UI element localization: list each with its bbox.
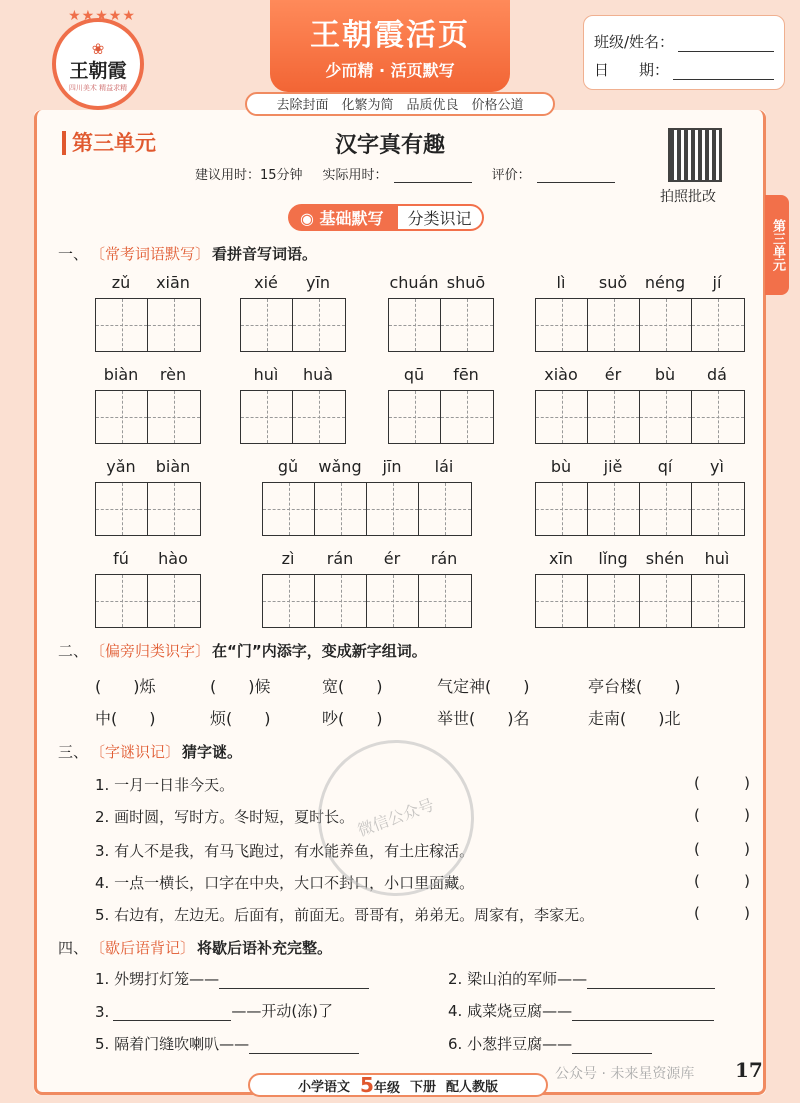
- side-unit-tab: 第三单元: [765, 195, 789, 295]
- pinyin-label: biàn: [155, 457, 191, 476]
- tianzige-boxes: [240, 390, 346, 444]
- answer-blank[interactable]: [249, 1037, 359, 1054]
- writing-box[interactable]: [640, 391, 692, 443]
- brand-banner: [270, 0, 510, 92]
- section-2-heading: [58, 640, 427, 661]
- writing-box[interactable]: [588, 391, 640, 443]
- xiehouyu-item: 2. 梁山泊的军师——: [448, 968, 715, 989]
- pinyin-label: xiào: [544, 365, 578, 384]
- pinyin-label: biàn: [103, 365, 139, 384]
- pinyin-label: shén: [645, 549, 685, 568]
- writing-box[interactable]: [588, 483, 640, 535]
- suggested-time: 建议用时：15分钟: [195, 168, 303, 183]
- brand-logo: [52, 8, 144, 110]
- tianzige-boxes: [535, 574, 745, 628]
- writing-box[interactable]: [640, 299, 692, 351]
- pinyin-label: wǎng: [318, 457, 362, 476]
- page-number: 17: [735, 1058, 763, 1082]
- section-instruction: 在“门”内添字，变成新字组词。: [212, 642, 427, 660]
- writing-box[interactable]: [389, 391, 441, 443]
- writing-box[interactable]: [367, 575, 419, 627]
- gate-item[interactable]: 宽( ): [322, 677, 383, 696]
- pinyin-label: jí: [712, 273, 722, 292]
- tab-basic-dictation[interactable]: [288, 204, 396, 231]
- riddle-text: 4. 一点一横长，口字在中央，大口不封口，小口里面藏。: [95, 874, 475, 892]
- tianzige-boxes: [95, 482, 201, 536]
- pinyin-label: yì: [710, 457, 724, 476]
- word-group: [535, 272, 745, 352]
- writing-box[interactable]: [148, 575, 200, 627]
- writing-box[interactable]: [692, 299, 744, 351]
- pinyin-label: huì: [704, 549, 730, 568]
- tianzige-boxes: [95, 390, 201, 444]
- writing-box[interactable]: [293, 299, 345, 351]
- tianzige-boxes: [262, 574, 472, 628]
- section-number: 三、: [58, 743, 89, 761]
- tianzige-boxes: [262, 482, 472, 536]
- answer-blank[interactable]: [572, 1037, 652, 1054]
- pinyin-label: jīn: [382, 457, 402, 476]
- pinyin-label: xīn: [548, 549, 574, 568]
- xiehouyu-item: 1. 外甥打灯笼——: [95, 968, 369, 989]
- tianzige-boxes: [388, 298, 494, 352]
- student-info-box: [583, 15, 785, 90]
- date-label: 日 期：: [594, 61, 670, 79]
- tab-a-label: 基础默写: [319, 209, 384, 228]
- writing-box[interactable]: [588, 575, 640, 627]
- writing-box[interactable]: [419, 483, 471, 535]
- answer-paren[interactable]: ( ): [694, 774, 750, 792]
- riddle-text: 3. 有人不是我，有马飞跑过，有水能养鱼，有土庄稼活。: [95, 842, 475, 860]
- pinyin-label: bù: [654, 365, 676, 384]
- riddle-item: [95, 904, 750, 925]
- pinyin-label: huà: [302, 365, 334, 384]
- answer-paren[interactable]: ( ): [694, 806, 750, 824]
- logo-name: 王朝霞: [69, 60, 127, 82]
- tianzige-boxes: [535, 298, 745, 352]
- gate-item[interactable]: ( )候: [210, 677, 271, 696]
- section-tag: 〔字谜识记〕: [90, 743, 181, 761]
- section-tag: 〔偏旁归类识字〕: [90, 642, 211, 660]
- word-group: [262, 456, 472, 536]
- answer-blank[interactable]: [572, 1004, 714, 1021]
- pinyin-label: yīn: [305, 273, 331, 292]
- pinyin-label: xiān: [156, 273, 190, 292]
- section-number: 一、: [58, 245, 89, 263]
- writing-box[interactable]: [536, 299, 588, 351]
- tianzige-boxes: [95, 574, 201, 628]
- camera-icon: ◉: [300, 209, 320, 228]
- word-group: [95, 456, 201, 536]
- gate-item[interactable]: 烦( ): [210, 709, 271, 728]
- class-name-field[interactable]: [678, 33, 774, 52]
- section-tabs: [288, 204, 484, 231]
- writing-box[interactable]: [640, 483, 692, 535]
- answer-blank[interactable]: [219, 972, 369, 989]
- word-group: [240, 364, 346, 444]
- writing-box[interactable]: [640, 575, 692, 627]
- word-group: [535, 456, 745, 536]
- writing-box[interactable]: [263, 483, 315, 535]
- writing-box[interactable]: [536, 575, 588, 627]
- unit-label: 第三单元: [62, 131, 156, 155]
- date-field[interactable]: [673, 61, 774, 80]
- writing-box[interactable]: [367, 483, 419, 535]
- pinyin-label: jiě: [603, 457, 623, 476]
- riddle-text: 5. 右边有，左边无。后面有，前面无。哥哥有，弟弟无。周家有，李家无。: [95, 906, 595, 924]
- word-group: [535, 364, 745, 444]
- writing-box[interactable]: [96, 483, 148, 535]
- footer-grade: 5: [360, 1073, 374, 1097]
- pinyin-label: lì: [556, 273, 566, 292]
- gate-item[interactable]: 举世( )名: [437, 709, 530, 728]
- writing-box[interactable]: [241, 391, 293, 443]
- tianzige-boxes: [388, 390, 494, 444]
- word-group: [95, 272, 201, 352]
- writing-box[interactable]: [148, 483, 200, 535]
- qr-code-icon[interactable]: [668, 128, 722, 182]
- xiehouyu-item: 5. 隔着门缝吹喇叭——: [95, 1033, 359, 1054]
- pinyin-label: rán: [430, 549, 458, 568]
- gate-item[interactable]: 气定神( ): [437, 677, 530, 696]
- writing-box[interactable]: [315, 483, 367, 535]
- tab-category[interactable]: 分类识记: [396, 204, 484, 231]
- pinyin-label: dá: [707, 365, 727, 384]
- tianzige-boxes: [535, 482, 745, 536]
- answer-blank[interactable]: [113, 1004, 231, 1021]
- pinyin-label: ér: [604, 365, 622, 384]
- word-group: [262, 548, 472, 628]
- section-tag: 〔常考词语默写〕: [90, 245, 211, 263]
- writing-box[interactable]: [419, 575, 471, 627]
- tianzige-boxes: [240, 298, 346, 352]
- word-group: [388, 272, 494, 352]
- word-group: [240, 272, 346, 352]
- section-4-heading: [58, 937, 332, 958]
- rating-label: 评价：: [491, 168, 531, 183]
- word-group: [95, 548, 201, 628]
- writing-box[interactable]: [315, 575, 367, 627]
- writing-box[interactable]: [588, 299, 640, 351]
- logo-tag: 四川美术 精益求精: [68, 84, 128, 92]
- gate-item[interactable]: 中( ): [95, 709, 156, 728]
- pinyin-label: zì: [281, 549, 295, 568]
- gate-item[interactable]: 吵( ): [322, 709, 383, 728]
- pinyin-label: huì: [253, 365, 279, 384]
- writing-box[interactable]: [263, 575, 315, 627]
- section-number: 四、: [58, 939, 89, 957]
- pinyin-label: qí: [657, 457, 673, 476]
- actual-time-label: 实际用时：: [322, 168, 388, 183]
- writing-box[interactable]: [692, 575, 744, 627]
- answer-blank[interactable]: [587, 972, 715, 989]
- pinyin-label: suǒ: [598, 273, 628, 292]
- riddle-text: 1. 一月一日非今天。: [95, 776, 235, 794]
- pinyin-label: fú: [113, 549, 129, 568]
- tianzige-boxes: [95, 298, 201, 352]
- word-group: [535, 548, 745, 628]
- writing-box[interactable]: [241, 299, 293, 351]
- page-title: 汉字真有趣: [335, 133, 446, 158]
- writing-box[interactable]: [536, 391, 588, 443]
- writing-box[interactable]: [441, 391, 493, 443]
- pinyin-label: qū: [403, 365, 425, 384]
- pinyin-label: bù: [550, 457, 572, 476]
- pinyin-label: xié: [254, 273, 278, 292]
- writing-box[interactable]: [96, 575, 148, 627]
- xiehouyu-item: 6. 小葱拌豆腐——: [448, 1033, 652, 1054]
- pinyin-label: hào: [158, 549, 188, 568]
- pinyin-label: gǔ: [277, 457, 299, 476]
- footer-grade-suffix: 年级: [373, 1081, 400, 1096]
- writing-box[interactable]: [148, 299, 200, 351]
- pinyin-label: fēn: [453, 365, 479, 384]
- writing-box[interactable]: [692, 391, 744, 443]
- pinyin-label: rán: [326, 549, 354, 568]
- pinyin-label: zǔ: [111, 273, 131, 292]
- section-instruction: 猜字谜。: [182, 743, 243, 761]
- wechat-watermark: 公众号 · 未来星资源库: [555, 1066, 695, 1082]
- writing-box[interactable]: [441, 299, 493, 351]
- section-tag: 〔歇后语背记〕: [90, 939, 196, 957]
- footer-term: 下册: [409, 1079, 436, 1095]
- riddle-text: 2. 画时圆，写时方。冬时短，夏时长。: [95, 808, 355, 826]
- footer-edition: 配人教版: [445, 1079, 498, 1095]
- word-group: [388, 364, 494, 444]
- xiehouyu-item: 4. 咸菜烧豆腐——: [448, 1000, 714, 1021]
- slogan: 去除封面 化繁为简 品质优良 价格公道: [245, 92, 555, 116]
- timing-row: [195, 164, 615, 183]
- section-number: 二、: [58, 642, 89, 660]
- section-instruction: 将歇后语补充完整。: [197, 939, 333, 957]
- pinyin-label: néng: [644, 273, 686, 292]
- watermark-stamp: 微信公众号: [296, 718, 496, 918]
- answer-paren[interactable]: ( ): [694, 872, 750, 890]
- brand-title: 王朝霞活页: [310, 18, 470, 53]
- answer-paren[interactable]: ( ): [694, 904, 750, 922]
- writing-box[interactable]: [96, 391, 148, 443]
- gate-item[interactable]: ( )烁: [95, 677, 156, 696]
- qr-label: 拍照批改: [660, 189, 716, 205]
- pinyin-label: yǎn: [106, 457, 136, 476]
- writing-box[interactable]: [293, 391, 345, 443]
- pinyin-label: lái: [434, 457, 454, 476]
- writing-box[interactable]: [148, 391, 200, 443]
- lotus-icon: ❀: [91, 40, 105, 58]
- word-group: [95, 364, 201, 444]
- brand-subtitle: 少而精 · 活页默写: [325, 61, 455, 80]
- writing-box[interactable]: [96, 299, 148, 351]
- pinyin-label: ér: [383, 549, 401, 568]
- tianzige-boxes: [535, 390, 745, 444]
- pinyin-label: shuō: [446, 273, 486, 292]
- gate-item[interactable]: 走南( )北: [588, 709, 681, 728]
- stars-icon: ★★★★★: [68, 8, 136, 24]
- writing-box[interactable]: [692, 483, 744, 535]
- section-1-heading: [58, 243, 317, 264]
- writing-box[interactable]: [389, 299, 441, 351]
- pinyin-label: rèn: [159, 365, 187, 384]
- class-name-label: 班级/姓名：: [594, 33, 675, 51]
- section-instruction: 看拼音写词语。: [212, 245, 318, 263]
- gate-item[interactable]: 亭台楼( ): [588, 677, 681, 696]
- footer-subject: 小学语文: [298, 1079, 351, 1095]
- xiehouyu-item: 3. ——开动(冻)了: [95, 1002, 334, 1021]
- footer-bar: [248, 1073, 548, 1097]
- section-3-heading: [58, 741, 242, 762]
- writing-box[interactable]: [536, 483, 588, 535]
- pinyin-label: chuán: [389, 273, 439, 292]
- answer-paren[interactable]: ( ): [694, 840, 750, 858]
- actual-time-field[interactable]: [394, 164, 472, 183]
- pinyin-label: lǐng: [598, 549, 628, 568]
- rating-field[interactable]: [537, 164, 615, 183]
